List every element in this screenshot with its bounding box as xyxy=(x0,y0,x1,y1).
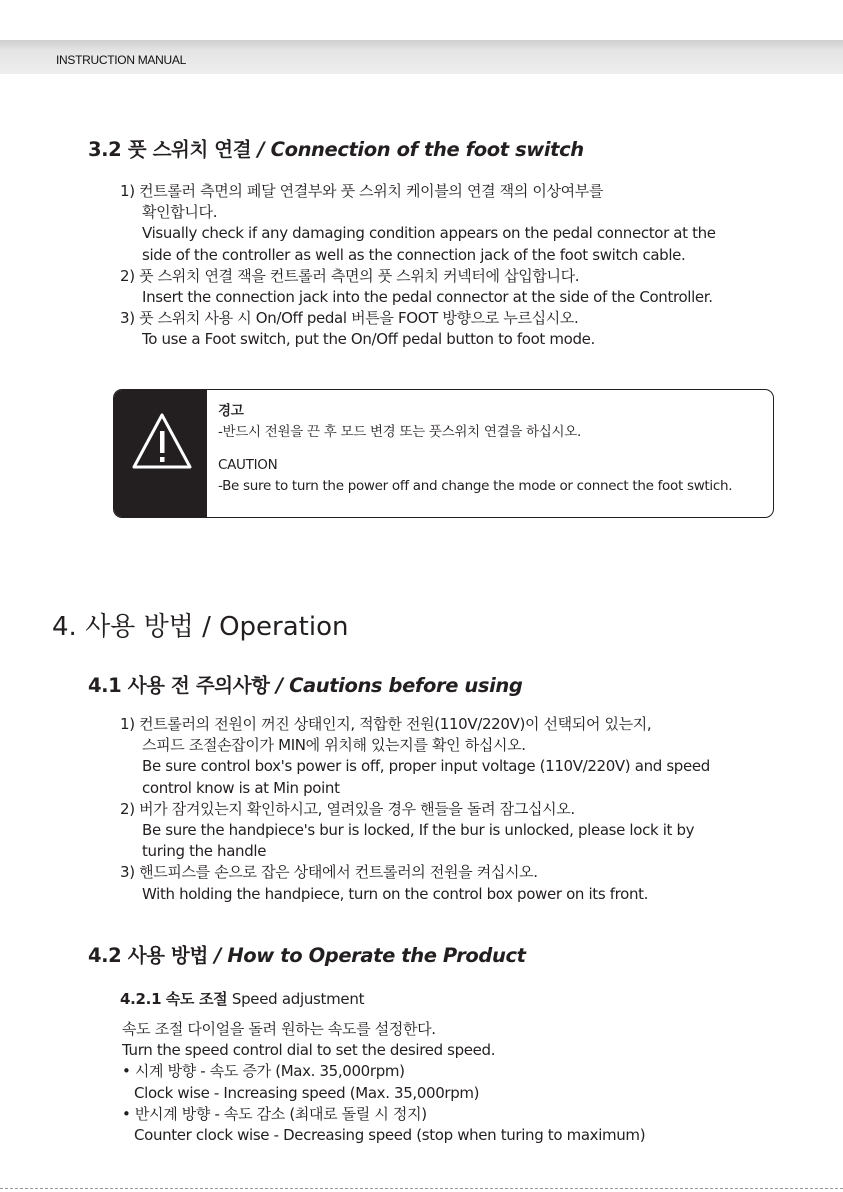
section-title-ko: 풋 스위치 연결 xyxy=(127,138,252,161)
caution-sidebar xyxy=(114,390,207,517)
section-title-en: / Cautions before using xyxy=(275,674,523,697)
body-line: Clock wise - Increasing speed (Max. 35,000rpm) xyxy=(134,1083,480,1102)
section-4-2-body xyxy=(122,1019,645,1146)
section-4-2-heading xyxy=(88,940,526,968)
caution-title-en: CAUTION xyxy=(218,457,278,473)
subsection-4-2-1-heading xyxy=(120,988,364,1009)
body-line: Be sure control box's power is off, proper input voltage (110V/220V) and speed xyxy=(142,757,710,776)
body-line: Insert the connection jack into the pedal connector at the side of the Controller. xyxy=(142,288,713,307)
manual-header-title: INSTRUCTION MANUAL xyxy=(56,53,186,67)
warning-triangle-icon xyxy=(131,412,193,470)
body-line: 1) 컨트롤러 측면의 페달 연결부와 풋 스위치 케이블의 연결 잭의 이상여부를 xyxy=(120,182,604,200)
section-3-2-heading xyxy=(88,134,584,162)
body-line: 1) 컨트롤러의 전원이 꺼진 상태인지, 적합한 전원(110V/220V)이 선택되어 있는지, xyxy=(120,715,652,733)
body-line: 3) 풋 스위치 사용 시 On/Off pedal 버튼을 FOOT 방향으로 누르십시오. xyxy=(120,309,579,328)
body-line: With holding the handpiece, turn on the control box power on its front. xyxy=(142,884,649,903)
caution-text-ko: -반드시 전원을 끈 후 모드 변경 또는 풋스위치 연결을 하십시오. xyxy=(218,423,582,440)
caution-text-en: -Be sure to turn the power off and change the mode or connect the foot swtich. xyxy=(218,477,733,494)
body-line: 스피드 조절손잡이가 MIN에 위치해 있는지를 확인 하십시오. xyxy=(142,736,526,755)
body-line: • 반시계 방향 - 속도 감소 (최대로 돌릴 시 정지) xyxy=(122,1104,427,1123)
body-line: 확인합니다. xyxy=(142,203,218,222)
body-line: 3) 핸드피스를 손으로 잡은 상태에서 컨트롤러의 전원을 켜십시오. xyxy=(120,863,538,882)
section-4-1-heading xyxy=(88,670,522,698)
section-3-2-body xyxy=(120,181,716,351)
body-line: turing the handle xyxy=(142,842,267,861)
section-4-1-body xyxy=(120,714,710,905)
subsection-title-en: Speed adjustment xyxy=(231,990,365,1008)
section-number: 4.2 xyxy=(88,944,122,967)
section-4-heading: 4. 사용 방법 / Operation xyxy=(52,612,349,642)
caution-title-ko: 경고 xyxy=(218,403,244,419)
body-line: Be sure the handpiece's bur is locked, If the bur is unlocked, please lock it by xyxy=(142,821,695,840)
body-line: 2) 버가 잠겨있는지 확인하시고, 열려있을 경우 핸들을 돌려 잠그십시오. xyxy=(120,799,575,818)
section-title-en: / Connection of the foot switch xyxy=(257,138,584,161)
subsection-title-ko: 속도 조절 xyxy=(165,990,228,1008)
body-line: side of the controller as well as the connection jack of the foot switch cable. xyxy=(142,245,686,264)
body-line: 2) 풋 스위치 연결 잭을 컨트롤러 측면의 풋 스위치 커넥터에 삽입합니다. xyxy=(120,266,580,285)
section-title-ko: 사용 전 주의사항 xyxy=(127,674,270,697)
body-line: Visually check if any damaging condition appears on the pedal connector at the xyxy=(142,224,716,243)
body-line: To use a Foot switch, put the On/Off pedal button to foot mode. xyxy=(142,330,595,349)
subsection-number: 4.2.1 xyxy=(120,990,162,1008)
body-line: 속도 조절 다이얼을 돌려 원하는 속도를 설정한다. xyxy=(122,1020,436,1038)
section-title-en: / How to Operate the Product xyxy=(214,944,526,967)
body-line: Turn the speed control dial to set the desired speed. xyxy=(122,1041,496,1060)
body-line: control know is at Min point xyxy=(142,778,340,797)
page-bottom-rule xyxy=(0,1188,843,1189)
body-line: Counter clock wise - Decreasing speed (stop when turing to maximum) xyxy=(134,1126,646,1145)
caution-text xyxy=(218,401,732,496)
section-title-ko: 사용 방법 xyxy=(127,944,208,967)
caution-box xyxy=(113,389,774,518)
section-number: 3.2 xyxy=(88,138,122,161)
body-line: • 시계 방향 - 속도 증가 (Max. 35,000rpm) xyxy=(122,1062,405,1081)
section-number: 4.1 xyxy=(88,674,122,697)
